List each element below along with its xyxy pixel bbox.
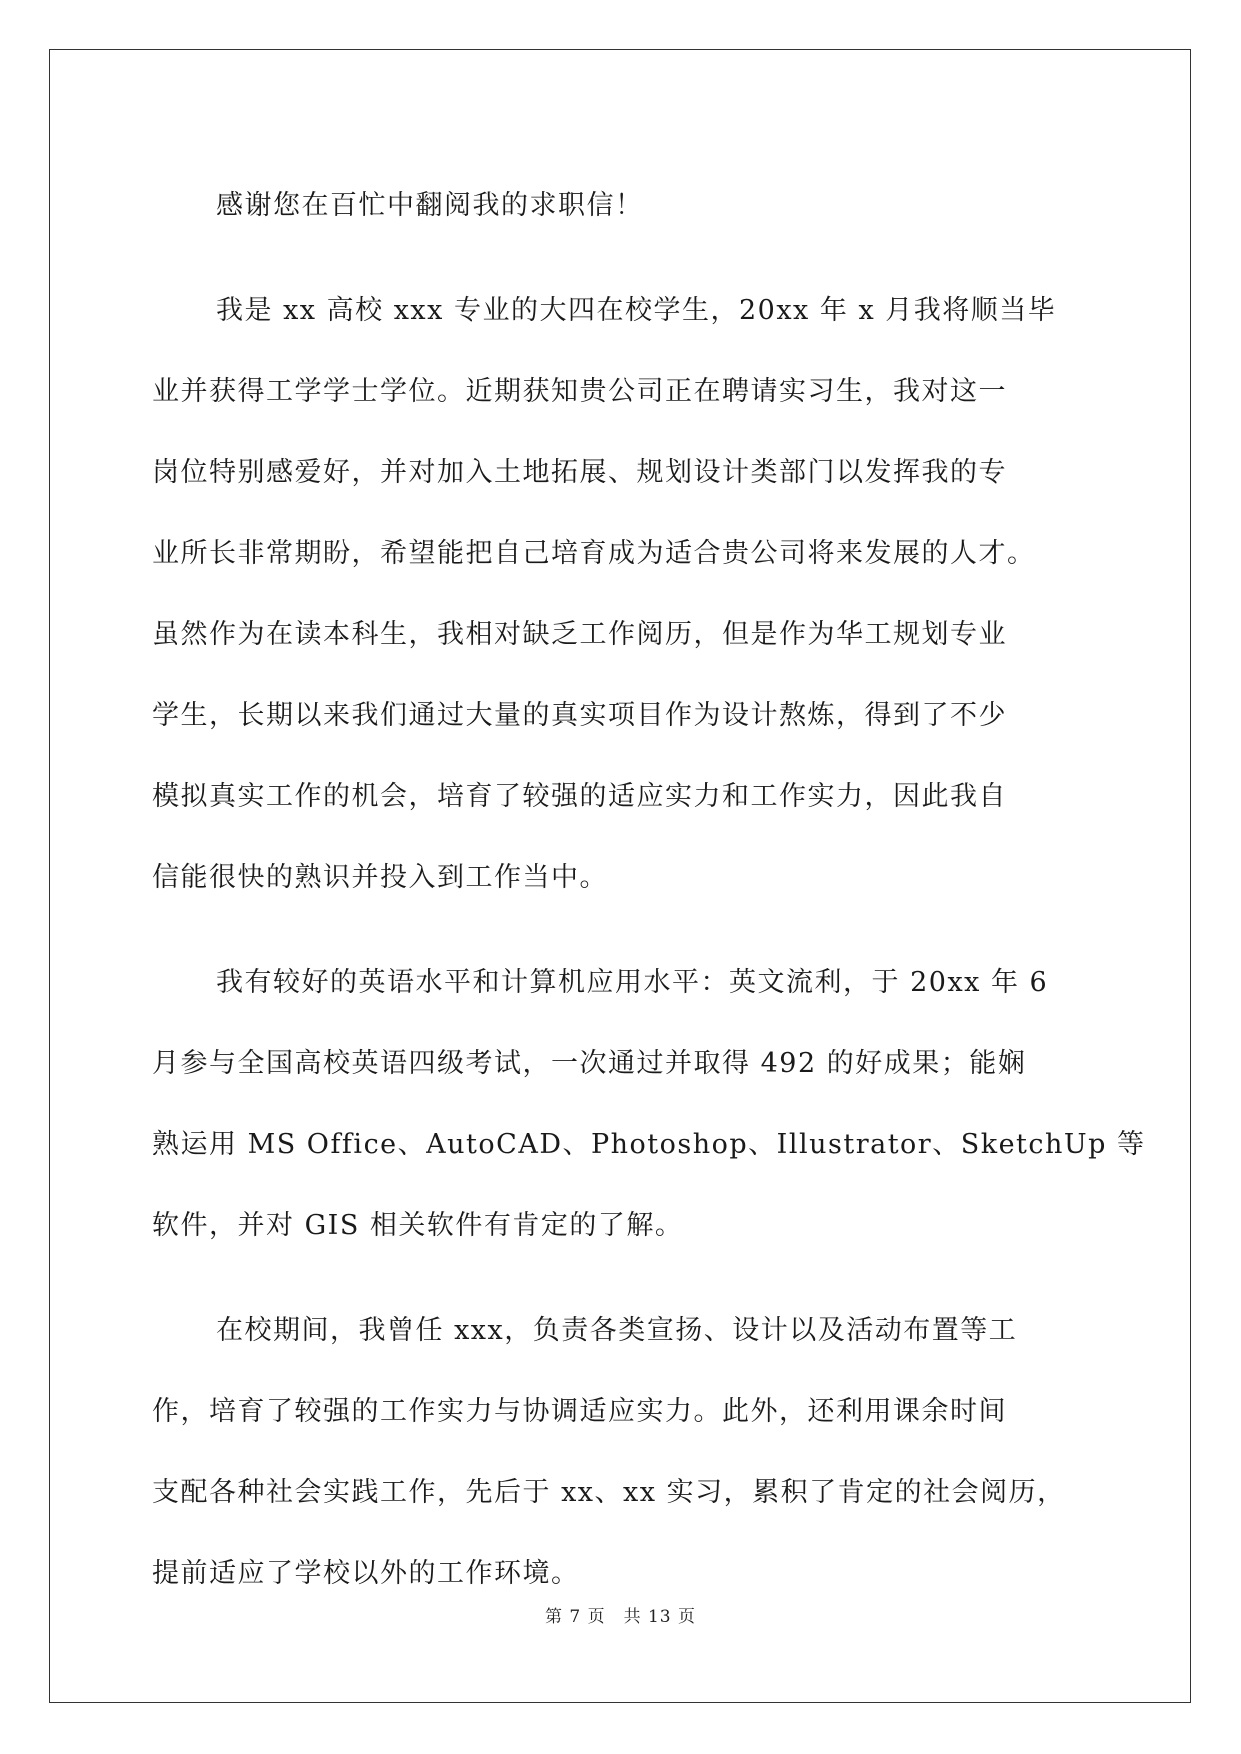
text-line: 模拟真实工作的机会，培育了较强的适应实力和工作实力，因此我自	[152, 781, 1007, 812]
text-line: 作，培育了较强的工作实力与协调适应实力。此外，还利用课余时间	[152, 1396, 1007, 1427]
text-line: 我有较好的英语水平和计算机应用水平：英文流利，于 20xx 年 6	[216, 967, 1049, 998]
text-line: 感谢您在百忙中翻阅我的求职信！	[216, 190, 644, 221]
letter-body	[152, 165, 1146, 1638]
text-line: 支配各种社会实践工作，先后于 xx、xx 实习，累积了肯定的社会阅历，	[152, 1477, 1066, 1508]
text-line: 学生，长期以来我们通过大量的真实项目作为设计熬炼，得到了不少	[152, 700, 1007, 731]
text-line: 业所长非常期盼，希望能把自己培育成为适合贵公司将来发展的人才。	[152, 538, 1036, 569]
text-line: 虽然作为在读本科生，我相对缺乏工作阅历，但是作为华工规划专业	[152, 619, 1007, 650]
paragraph-3	[152, 942, 1146, 1266]
paragraph-2	[152, 270, 1092, 918]
text-line: 熟运用 MS Office、AutoCAD、Photoshop、Illustrator、SketchUp 等	[152, 1129, 1146, 1160]
text-line: 业并获得工学学士学位。近期获知贵公司正在聘请实习生，我对这一	[152, 376, 1007, 407]
page-number-footer: 第 7 页 共 13 页	[544, 1607, 697, 1627]
text-line: 软件，并对 GIS 相关软件有肯定的了解。	[152, 1210, 684, 1241]
text-line: 提前适应了学校以外的工作环境。	[152, 1558, 580, 1589]
text-line: 信能很快的熟识并投入到工作当中。	[152, 862, 608, 893]
paragraph-1	[152, 165, 1092, 246]
text-line: 我是 xx 高校 xxx 专业的大四在校学生，20xx 年 x 月我将顺当毕	[216, 295, 1057, 326]
text-line: 月参与全国高校英语四级考试，一次通过并取得 492 的好成果；能娴	[152, 1048, 1027, 1079]
text-line: 在校期间，我曾任 xxx，负责各类宣扬、设计以及活动布置等工	[216, 1315, 1018, 1346]
paragraph-4	[152, 1290, 1092, 1614]
text-line: 岗位特别感爱好，并对加入土地拓展、规划设计类部门以发挥我的专	[152, 457, 1007, 488]
